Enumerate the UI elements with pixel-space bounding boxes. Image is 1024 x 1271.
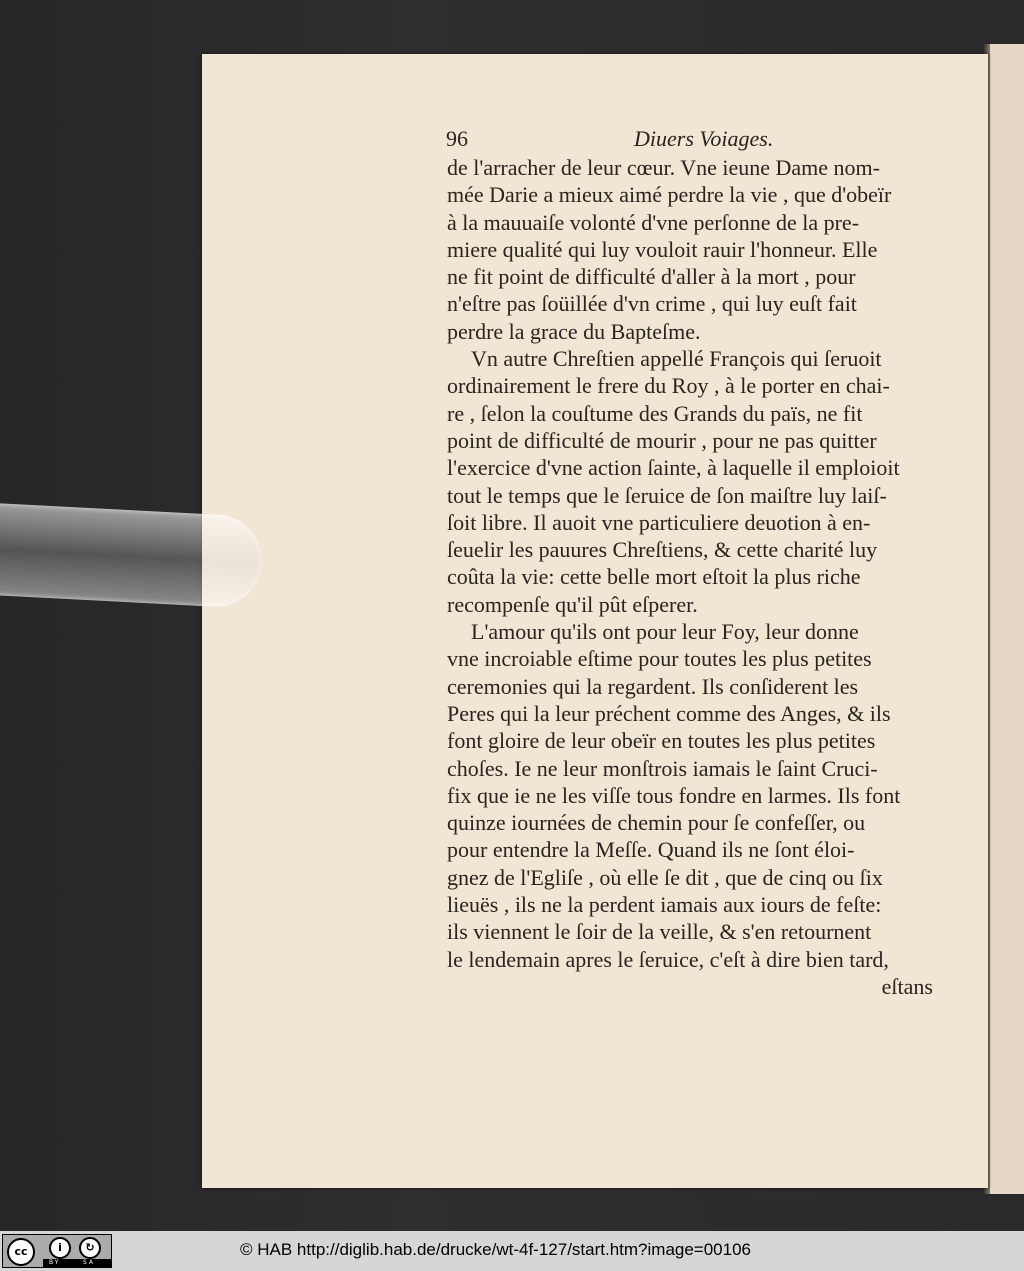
text-line: ſoit libre. Il auoit vne particuliere deuotion à en- bbox=[447, 509, 871, 535]
text-line: ceremonies qui la regardent. Ils conſiderent les bbox=[447, 673, 859, 699]
text-line: choſes. Ie ne leur monſtrois iamais le ſaint Cruci- bbox=[447, 755, 878, 781]
page-number: 96 bbox=[446, 126, 468, 151]
attribution-url[interactable]: © HAB http://diglib.hab.de/drucke/wt-4f-127/start.htm?image=00106 bbox=[240, 1240, 752, 1259]
text-line: l'exercice d'vne action ſainte, à laquelle il emploioit bbox=[447, 455, 900, 481]
text-line: ordinairement le frere du Roy , à le porter en chai- bbox=[447, 373, 890, 399]
facing-page-edge bbox=[990, 44, 1024, 1194]
license-by-label: BY bbox=[49, 1259, 61, 1266]
text-line: fix que ie ne les viſſe tous fondre en larmes. Ils font bbox=[447, 782, 901, 808]
text-line: re , ſelon la couſtume des Grands du païs, ne fit bbox=[447, 400, 863, 426]
text-line: lieuës , ils ne la perdent iamais aux iours de feſte: bbox=[447, 892, 882, 918]
creative-commons-by-sa-icon[interactable] bbox=[2, 1234, 112, 1268]
text-line: L'amour qu'ils ont pour leur Foy, leur donne bbox=[471, 619, 859, 645]
text-line: de l'arracher de leur cœur. Vne ieune Dame nom- bbox=[447, 155, 880, 180]
text-line: à la mauuaiſe volonté d'vne perſonne de la pre- bbox=[447, 209, 860, 235]
text-line: perdre la grace du Bapteſme. bbox=[447, 318, 701, 344]
body-text bbox=[447, 154, 935, 1000]
text-line: recompenſe qu'il pût eſperer. bbox=[447, 591, 698, 617]
text-line: point de difficulté de mourir , pour ne pas quitter bbox=[447, 427, 877, 453]
text-line: Peres qui la leur préchent comme des Anges, & ils bbox=[447, 700, 891, 726]
running-head bbox=[446, 126, 786, 154]
text-line: ſeuelir les pauures Chreſtiens, & cette charité luy bbox=[447, 537, 878, 563]
text-line: Vn autre Chreſtien appellé François qui ſeruoit bbox=[471, 346, 882, 372]
text-line: miere qualité qui luy vouloit rauir l'honneur. Elle bbox=[447, 236, 878, 262]
license-band bbox=[43, 1259, 111, 1267]
text-line: gnez de l'Egliſe , où elle ſe dit , que de cinq ou ſix bbox=[447, 864, 883, 890]
text-line: ils viennent le ſoir de la veille, & s'en retournent bbox=[447, 919, 872, 945]
text-line: pour entendre la Meſſe. Quand ils ne ſont éloi- bbox=[447, 837, 855, 863]
text-line: tout le temps que le ſeruice de ſon maiſtre luy laiſ- bbox=[447, 482, 887, 508]
text-line: vne incroiable eſtime pour toutes les plus petites bbox=[447, 646, 872, 672]
text-line: le lendemain apres le ſeruice, c'eſt à dire bien tard, bbox=[447, 946, 889, 972]
glass-page-weight bbox=[0, 503, 264, 609]
footer-bar bbox=[0, 1231, 1024, 1271]
license-sa-label: SA bbox=[83, 1259, 96, 1266]
text-line: font gloire de leur obeïr en toutes les plus petites bbox=[447, 728, 876, 754]
share-alike-icon: ↻ bbox=[79, 1237, 101, 1259]
text-line: coûta la vie: cette belle mort eſtoit la plus riche bbox=[447, 564, 861, 590]
person-icon: i bbox=[49, 1237, 71, 1259]
text-line: quinze iournées de chemin pour ſe confeſſer, ou bbox=[447, 810, 866, 836]
text-line: n'eſtre pas ſoüillée d'vn crime , qui luy euſt fait bbox=[447, 291, 857, 317]
catchword: eſtans bbox=[881, 973, 933, 999]
text-line: ne fit point de difficulté d'aller à la mort , pour bbox=[447, 264, 856, 290]
text-line: mée Darie a mieux aimé perdre la vie , que d'obeïr bbox=[447, 182, 892, 208]
cc-logo-icon: cc bbox=[7, 1238, 35, 1266]
running-title: Diuers Voiages. bbox=[634, 126, 774, 151]
